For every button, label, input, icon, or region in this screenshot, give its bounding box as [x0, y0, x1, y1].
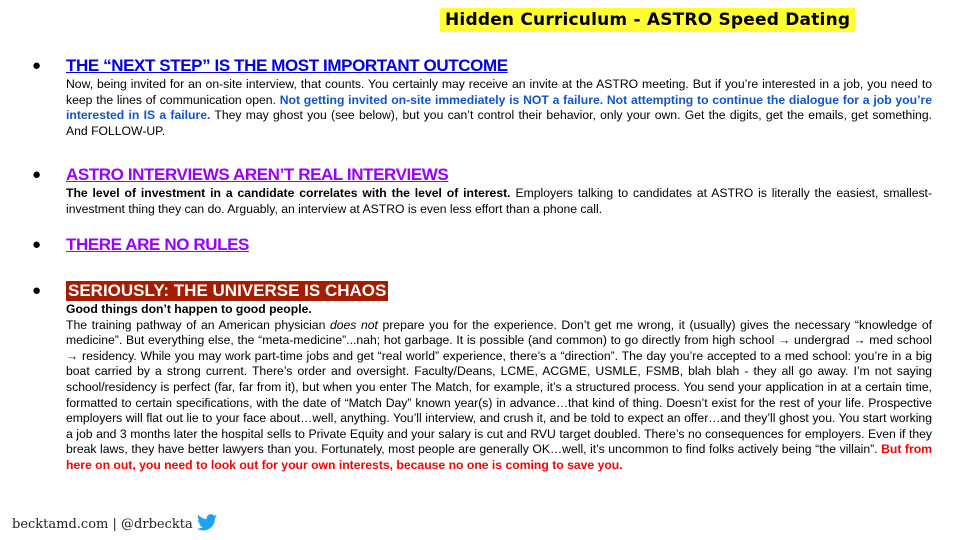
emphasis-text: The level of investment in a candidate correlates with the level of interest. — [66, 186, 511, 200]
section-next-step — [32, 55, 932, 139]
footer-separator: | — [112, 517, 117, 532]
section-no-rules — [32, 234, 932, 256]
footer-site-link[interactable]: becktamd.com — [12, 517, 109, 532]
emphasis-text: But from here on out, you need to look out for your own interests, because no one is coming to save you. — [66, 442, 932, 472]
bullet-icon: ● — [32, 57, 42, 74]
section-heading: THE “NEXT STEP” IS THE MOST IMPORTANT OUTCOME — [66, 56, 508, 75]
section-universe-chaos — [32, 280, 932, 474]
footer — [12, 514, 217, 536]
twitter-bird-icon[interactable] — [197, 514, 217, 531]
section-astro-interviews — [32, 164, 932, 217]
bullet-icon: ● — [32, 166, 42, 183]
footer-handle-link[interactable]: @drbeckta — [121, 517, 193, 532]
bullet-icon: ● — [32, 236, 42, 253]
section-heading: ASTRO INTERVIEWS AREN’T REAL INTERVIEWS — [66, 165, 449, 184]
section-body: The level of investment in a candidate correlates with the level of interest. Employers talking to candidates at ASTRO is literally the easiest, smallest-investment thing they can do. Arguably, an interview at ASTRO is even less effort than a phone call. — [66, 186, 933, 216]
section-heading: THERE ARE NO RULES — [66, 235, 249, 254]
emphasis-text: Not getting invited on-site immediately is NOT a failure. Not attempting to continue the dialogue for a job you’re interested in IS a failure. — [66, 92, 932, 123]
section-body: Now, being invited for an on-site interview, that counts. You certainly may receive an invite at the ASTRO meeting. But if you’re interested in a job, you need to keep the lines of communication open. Not getting invited on-site immediately is NOT a failure. Not attempting to continue the dialogue for a job you’re interested in IS a failure. They may ghost you (see below), but you can’t control their behavior, only your own. Get the digits, get the emails, get something. And FOLLOW-UP. — [66, 77, 932, 138]
page-title: Hidden Curriculum - ASTRO Speed Dating — [440, 8, 855, 32]
section-subheading: Good things don’t happen to good people. — [66, 302, 312, 316]
section-heading: SERIOUSLY: THE UNIVERSE IS CHAOS — [68, 281, 387, 300]
section-body: The training pathway of an American physician does not prepare you for the experience. Don’t get me wrong, it (usually) gives the necessary “knowledge of medicine”. But everything else, the “meta-medicine”...nah; hot garbage. It is possible (and common) to go directly from high school → undergrad → med school → residency. While you may work part-time jobs and get “real world” experience, there’s a “direction”. The day you’re accepted to a med school: you’re in a big boat carried by a strong current. There’s order and oversight. Faculty/Deans, LCME, ACGME, USMLE, FSMB, blah blah - they all go away. I’m not saying school/residency is perfect (far, far from it), but when you enter The Match, for example, it’s a structured process. You send your application in at a certain time, formatted to certain specifications, with the date of “Match Day” known year(s) in advance…that kind of thing. Doesn’t exist for the rest of your life. Prospective employers will flat out lie to your face about…well, anything. You’ll interview, and crush it, and be told to expect an offer…and they’ll ghost you. You start working a job and 3 months later the hospital sells to Private Equity and your salary is cut and RVU target doubled. There’s no consequences for employers. Even if they break laws, they have better lawyers than you. Fortunately, most people are generally OK…well, it’s uncommon to find folks actively being “the villain”. But from here on out, you need to look out for your own interests, because no one is coming to save you. — [66, 317, 932, 472]
bullet-icon: ● — [32, 282, 42, 299]
